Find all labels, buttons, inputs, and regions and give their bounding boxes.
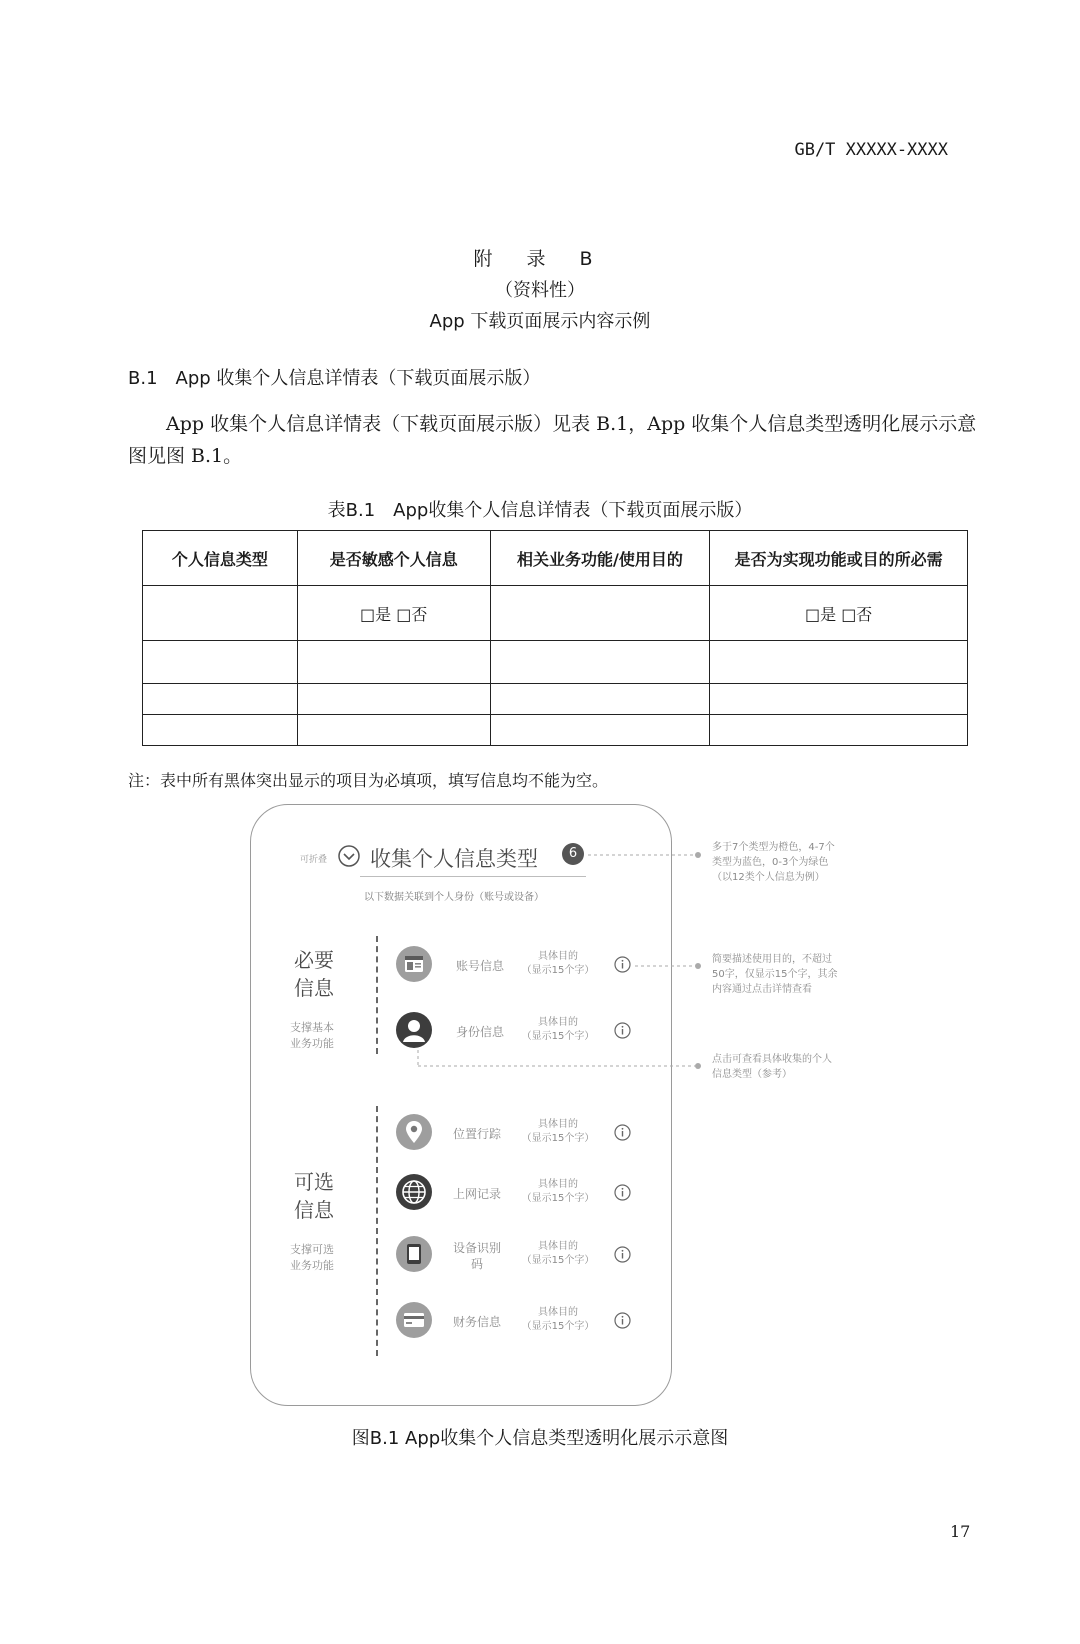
item-purpose [518, 1016, 598, 1044]
purpose-line2: （显示15个字） [521, 1031, 595, 1042]
globe-icon [396, 1174, 432, 1210]
device-icon [396, 1236, 432, 1272]
item-name [444, 1240, 510, 1272]
foldable-label: 可折叠 [300, 855, 328, 865]
purpose-line2: （显示15个字） [521, 965, 595, 976]
header-sensitive: 是否敏感个人信息 [297, 531, 490, 586]
sensitive-checkbox-cell[interactable]: □是 □否 [297, 586, 490, 641]
info-icon[interactable] [614, 1246, 631, 1263]
purpose-line1: 具体目的 [538, 1119, 578, 1130]
item-name-line2: 码 [470, 1257, 483, 1271]
optional-desc-line2: 业务功能 [290, 1259, 334, 1272]
required-group-divider [376, 936, 378, 1054]
annotation-purpose-desc [712, 952, 872, 997]
item-purpose [518, 1240, 598, 1268]
purpose-line1: 具体目的 [538, 1017, 578, 1028]
identity-subtitle: 以下数据关联到个人身份（账号或设备） [364, 892, 544, 903]
required-group-desc [290, 1020, 334, 1052]
location-pin-icon [396, 1114, 432, 1150]
count-badge: 6 [562, 843, 584, 865]
item-purpose [518, 950, 598, 978]
annotation-line: 类型为蓝色，0-3个为绿色 [712, 857, 829, 868]
appendix-nature: （资料性） [495, 280, 585, 301]
person-icon [396, 1012, 432, 1048]
header-info-type: 个人信息类型 [143, 531, 298, 586]
annotation-line: （以12类个人信息为例） [712, 872, 825, 883]
necessary-checkbox-cell[interactable]: □是 □否 [710, 586, 968, 641]
appendix-name: App 下载页面展示内容示例 [429, 311, 651, 332]
annotation-count-color [712, 840, 872, 885]
purpose-line2: （显示15个字） [521, 1321, 595, 1332]
purpose-line1: 具体目的 [538, 1179, 578, 1190]
annotation-line: 信息类型（参考） [712, 1069, 792, 1080]
table-caption: 表B.1 App收集个人信息详情表（下载页面展示版） [327, 500, 753, 521]
annotation-line: 内容通过点击详情查看 [712, 984, 812, 995]
item-name-line1: 设备识别 [452, 1241, 501, 1255]
title-divider [360, 876, 586, 877]
page-number: 17 [950, 1522, 971, 1541]
purpose-line1: 具体目的 [538, 1307, 578, 1318]
purpose-line2: （显示15个字） [521, 1133, 595, 1144]
required-title-line2: 信息 [294, 976, 334, 1000]
item-name: 账号信息 [455, 959, 504, 973]
required-desc-line1: 支撑基本 [290, 1021, 334, 1034]
item-name: 位置行踪 [452, 1127, 501, 1141]
account-card-icon [396, 946, 432, 982]
item-purpose [518, 1306, 598, 1334]
figure-caption: 图B.1 App收集个人信息类型透明化展示示意图 [351, 1428, 729, 1449]
optional-group-title [294, 1168, 334, 1224]
info-icon[interactable] [614, 1312, 631, 1329]
required-desc-line2: 业务功能 [290, 1037, 334, 1050]
section-paragraph: App 收集个人信息详情表（下载页面展示版）见表 B.1，App 收集个人信息类型透明化展示示意图见图 B.1。 [128, 413, 977, 467]
header-necessary: 是否为实现功能或目的所必需 [710, 531, 968, 586]
annotation-line: 点击可查看具体收集的个人 [712, 1054, 832, 1065]
annotation-line: 多于7个类型为橙色，4-7个 [712, 842, 835, 853]
section-title: B.1 App 收集个人信息详情表（下载页面展示版） [128, 368, 541, 389]
figure-panel-title: 收集个人信息类型 [370, 847, 538, 871]
optional-title-line1: 可选 [294, 1170, 334, 1194]
purpose-line2: （显示15个字） [521, 1255, 595, 1266]
optional-group-divider [376, 1106, 378, 1356]
purpose-line1: 具体目的 [538, 951, 578, 962]
appendix-title: 附 录 B [473, 248, 607, 270]
item-name: 上网记录 [452, 1187, 501, 1201]
required-group-title [294, 946, 334, 1002]
table-note: 注：表中所有黑体突出显示的项目为必填项，填写信息均不能为空。 [128, 771, 609, 790]
item-name: 身份信息 [455, 1025, 504, 1039]
chevron-down-icon[interactable] [338, 845, 360, 867]
annotation-click-detail [712, 1052, 872, 1082]
info-icon[interactable] [614, 1184, 631, 1201]
optional-desc-line1: 支撑可选 [290, 1243, 334, 1256]
item-purpose [518, 1178, 598, 1206]
purpose-line1: 具体目的 [538, 1241, 578, 1252]
standard-code: GB/T XXXXX-XXXX [794, 140, 948, 160]
item-name: 财务信息 [452, 1315, 501, 1329]
header-purpose: 相关业务功能/使用目的 [490, 531, 710, 586]
info-icon[interactable] [614, 1124, 631, 1141]
item-purpose [518, 1118, 598, 1146]
optional-group-desc [290, 1242, 334, 1274]
annotation-line: 50字，仅显示15个字，其余 [712, 969, 838, 980]
optional-title-line2: 信息 [294, 1198, 334, 1222]
purpose-line2: （显示15个字） [521, 1193, 595, 1204]
info-icon[interactable] [614, 956, 631, 973]
annotation-line: 简要描述使用目的，不超过 [712, 954, 832, 965]
info-icon[interactable] [614, 1022, 631, 1039]
bank-card-icon [396, 1302, 432, 1338]
required-title-line1: 必要 [294, 948, 334, 972]
